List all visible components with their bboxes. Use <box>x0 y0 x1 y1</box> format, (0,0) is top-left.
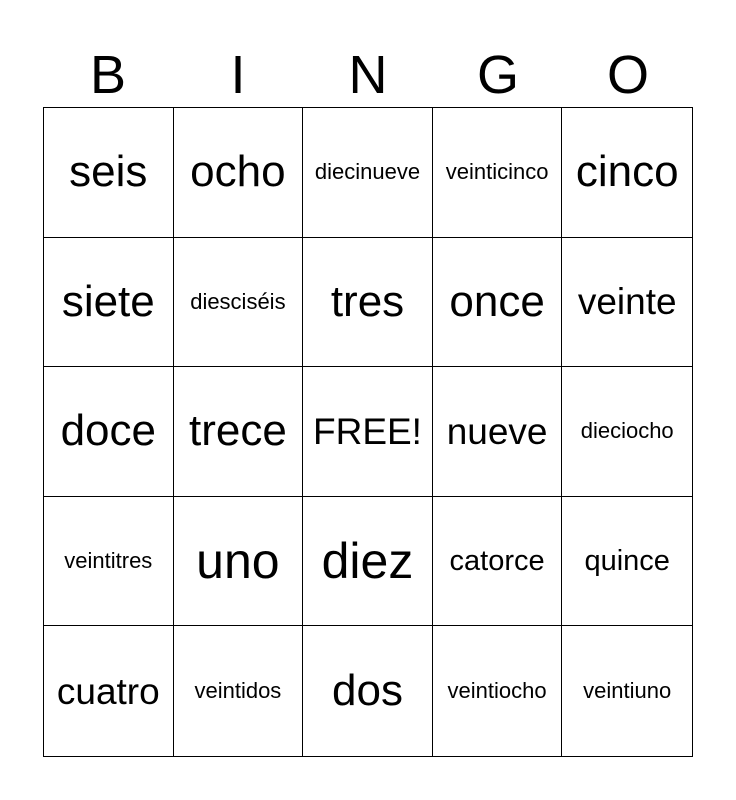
bingo-cell: seis <box>44 108 174 238</box>
bingo-cell: siete <box>44 238 174 368</box>
bingo-cell: veinticinco <box>433 108 563 238</box>
bingo-cell: veintitres <box>44 497 174 627</box>
header-letter-i: I <box>230 45 246 105</box>
header-letter-b: B <box>89 45 127 105</box>
bingo-cell: veintiocho <box>433 626 563 756</box>
bingo-cell: tres <box>303 238 433 368</box>
header-letter-n: N <box>348 45 388 105</box>
bingo-cell: dos <box>303 626 433 756</box>
header-letter-g: G <box>476 45 519 105</box>
free-space: FREE! <box>303 367 433 497</box>
header-letter-o: O <box>606 45 649 105</box>
bingo-cell: once <box>433 238 563 368</box>
bingo-header <box>43 44 693 106</box>
bingo-cell: catorce <box>433 497 563 627</box>
bingo-cell: doce <box>44 367 174 497</box>
bingo-cell: trece <box>174 367 304 497</box>
bingo-cell: diez <box>303 497 433 627</box>
bingo-cell: nueve <box>433 367 563 497</box>
bingo-cell: quince <box>562 497 692 627</box>
bingo-cell: cuatro <box>44 626 174 756</box>
bingo-cell: diesciséis <box>174 238 304 368</box>
bingo-cell: dieciocho <box>562 367 692 497</box>
bingo-cell: cinco <box>562 108 692 238</box>
bingo-cell: diecinueve <box>303 108 433 238</box>
bingo-cell: ocho <box>174 108 304 238</box>
bingo-cell: veintidos <box>174 626 304 756</box>
bingo-cell: veinte <box>562 238 692 368</box>
bingo-cell: uno <box>174 497 304 627</box>
bingo-board <box>43 107 693 757</box>
bingo-cell: veintiuno <box>583 678 672 704</box>
